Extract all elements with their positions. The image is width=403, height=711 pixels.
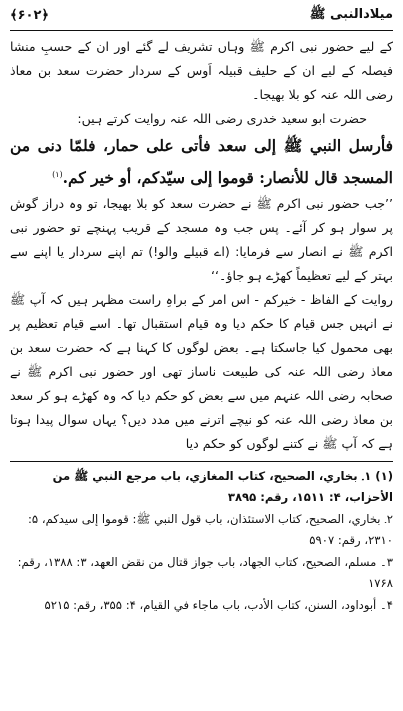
narrator-line: حضرت ابو سعید خدری رضی اللہ عنہ روایت کرتے ہیں:: [77, 111, 367, 126]
page-body: [10, 31, 393, 456]
footnote-1: (۱) ۱۔ بخاري، الصحيح، كتاب المغازي، باب مرجع النبي ﷺ من الأحزاب، ۴: ۱۵۱۱، رقم: ۳۸۹۵: [52, 469, 393, 505]
page-number: ﴾۶۰۲﴿: [10, 7, 50, 23]
paragraph-intro: کے لیے حضور نبی اکرم ﷺ وہاں تشریف لے گئے اور ان کے حسبِ منشا فیصلہ کے لیے ان کے حلیف قبیلہ اَوس کے سردار حضرت سعد بن معاذ رضی اللہ عنہ کو بلا بھیجا۔: [10, 39, 393, 102]
footnote-4: ۴۔ أبوداود، السنن، كتاب الأدب، باب ماجاء في القيام، ۴: ۳۵۵، رقم: ۵۲۱۵: [44, 598, 393, 613]
footnotes: [10, 466, 393, 616]
footnote-reference: (۱): [52, 170, 63, 179]
footnote-3: ۳۔ مسلم، الصحيح، كتاب الجهاد، باب جواز قتال من نقض العهد، ۳: ۱۳۸۸، رقم: ۱۷۶۸: [17, 555, 393, 591]
paragraph-commentary: روایت کے الفاظ - خیرکم - اس امر کے براہِ راست مظہر ہیں کہ آپ ﷺ نے انہیں جس قیام کا حکم دیا وہ قیام استقبال تھا۔ اسے قیام تعظیم پر بھی محمول کیا جاسکتا ہے۔ بعض لوگوں کا کہنا ہے کہ حضرت سعد بن معاذ رضی اللہ عنہ کی طبیعت ناساز تھی اور حضور نبی اکرم ﷺ نے صحابہ رضی اللہ عنہم میں سے بعض کو حکم دیا کہ وہ کھڑے ہو کر سعد بن معاذ رضی اللہ عنہ کو نیچے اترنے میں مدد دیں؟ یہاں سوال پیدا ہوتا ہے کہ آپ ﷺ نے کتنے لوگوں کو حکم دیا: [10, 292, 393, 452]
running-title: میلادالنبی ﷺ: [309, 6, 393, 22]
hadith-translation: ’’جب حضور نبی اکرم ﷺ نے حضرت سعد کو بلا بھیجا، تو وہ دراز گوش پر سوار ہو کر آئے۔ پس جب وہ مسجد کے قریب پہنچے تو حضور نبی اکرم ﷺ نے انصار سے فرمایا: (اے قبیلے والو!) تم اپنے سردار یا اپنے سے بہتر کے لیے تعظیماً کھڑے ہو جاؤ۔‘‘: [10, 196, 393, 284]
page-header: [10, 0, 393, 31]
arabic-hadith-text: فأرسل النبي ﷺ إلى سعد فأتى على حمار، فلمّا دنى من المسجد قال للأنصار: قوموا إلى سيّدكم، أو خير كم.: [10, 136, 393, 188]
footnote-2: ۲۔ بخاري، الصحيح، كتاب الاستئذان، باب قول النبي ﷺ: قوموا إلى سيدكم، ۵: ۲۳۱۰، رقم: ۵۹۰۷: [28, 512, 393, 548]
footnote-divider: [10, 461, 393, 462]
arabic-hadith: [10, 131, 393, 192]
